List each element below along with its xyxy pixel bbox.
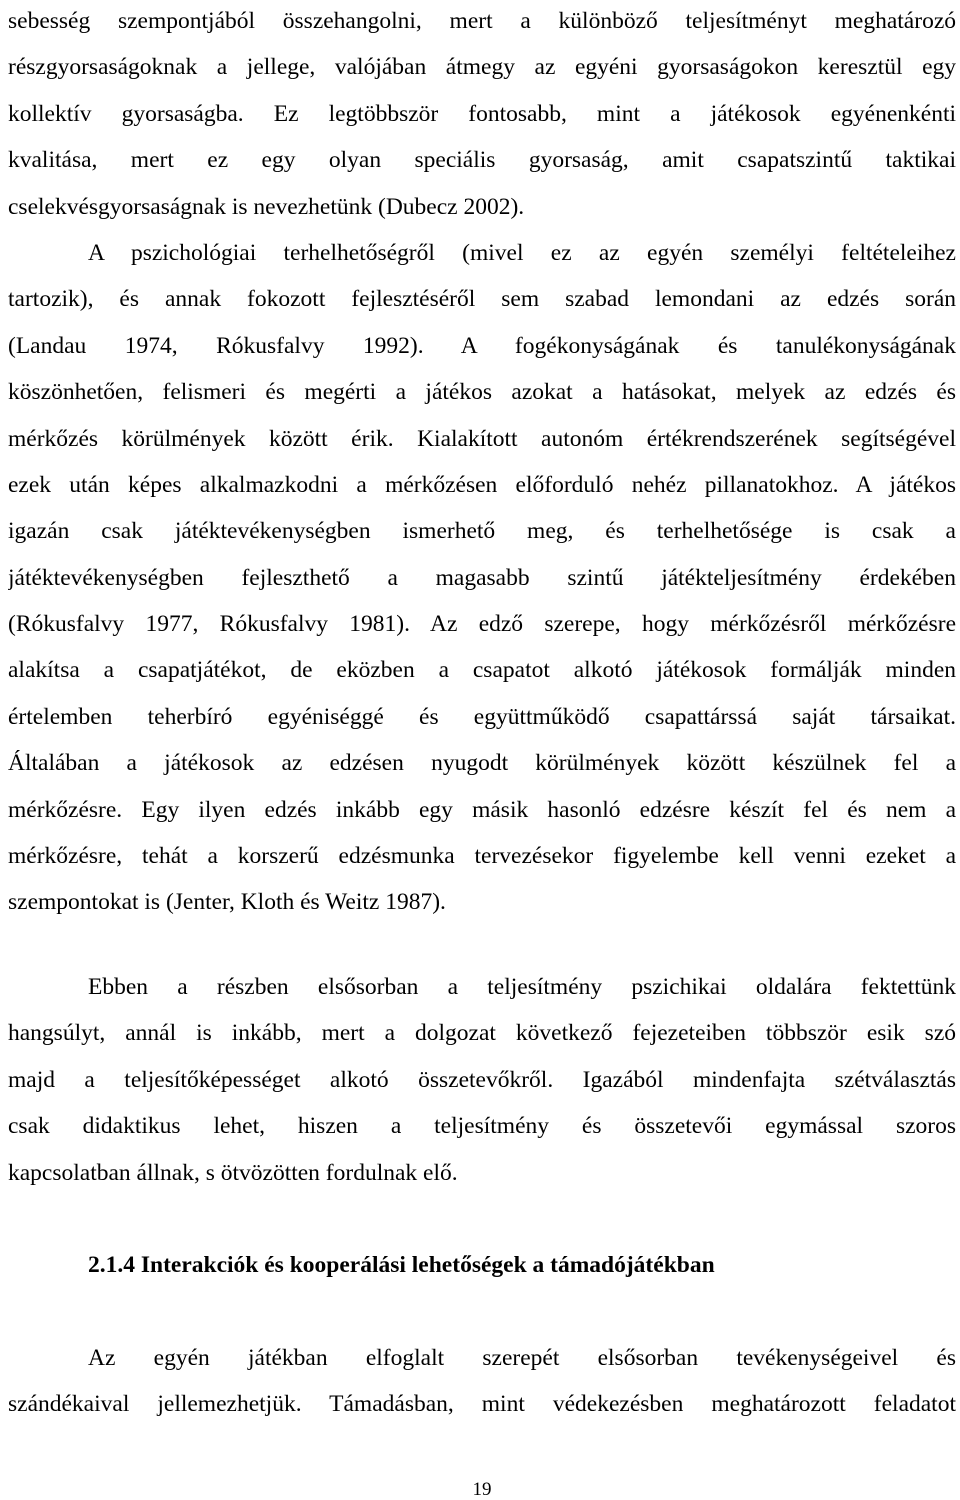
text-line: szempontokat is (Jenter, Kloth és Weitz 1987). — [8, 889, 446, 916]
text-line: mérkőzésre. Egy ilyen edzés inkább egy másik hasonló edzésre készít fel és nem a — [8, 796, 956, 823]
text-line: mérkőzés körülmények között érik. Kialakított autonóm értékrendszerének segítségével — [8, 425, 956, 452]
text-line: Az egyén játékban elfoglalt szerepét elsősorban tevékenységeivel és — [88, 1345, 956, 1371]
text-line: csak didaktikus lehet, hiszen a teljesítmény és összetevői egymással szoros — [8, 1113, 956, 1140]
text-line: szándékaival jellemezhetjük. Támadásban, mint védekezésben meghatározott feladatot — [8, 1391, 956, 1418]
text-line: hangsúlyt, annál is inkább, mert a dolgozat következő fejezeteiben többször esik szó — [8, 1020, 956, 1047]
text-line: köszönhetően, felismeri és megérti a játékos azokat a hatásokat, melyek az edzés és — [8, 379, 956, 406]
text-line: játéktevékenységben fejleszthető a magasabb szintű játékteljesítmény érdekében — [8, 564, 956, 591]
text-line: igazán csak játéktevékenységben ismerhető meg, és terhelhetősége is csak a — [8, 518, 956, 545]
text-line: ezek után képes alkalmazkodni a mérkőzésen előforduló nehéz pillanatokhoz. A játékos — [8, 471, 956, 498]
text-line: (Landau 1974, Rókusfalvy 1992). A fogékonyságának és tanulékonyságának — [8, 332, 956, 359]
text-line: majd a teljesítőképességet alkotó összetevőkről. Igazából mindenfajta szétválasztás — [8, 1066, 956, 1093]
text-line: kollektív gyorsaságba. Ez legtöbbször fontosabb, mint a játékosok egyénenkénti — [8, 100, 956, 127]
text-line: értelemben teherbíró egyéniséggé és együttműködő csapattárssá saját társaikat. — [8, 703, 956, 730]
text-line: részgyorsaságoknak a jellege, valójában átmegy az egyéni gyorsaságokon keresztül egy — [8, 54, 956, 81]
text-line: cselekvésgyorsaságnak is nevezhetünk (Dubecz 2002). — [8, 193, 525, 220]
text-line: sebesség szempontjából összehangolni, mert a különböző teljesítményt meghatározó — [8, 8, 956, 34]
text-line: Általában a játékosok az edzésen nyugodt körülmények között készülnek fel a — [8, 750, 956, 777]
text-line: tartozik), és annak fokozott fejlesztéséről sem szabad lemondani az edzés során — [8, 286, 956, 313]
text-line: A pszichológiai terhelhetőségről (mivel ez az egyén személyi feltételeihez — [88, 239, 956, 266]
text-line: kvalitása, mert ez egy olyan speciális gyorsaság, amit csapatszintű taktikai — [8, 147, 956, 174]
section-heading: 2.1.4 Interakciók és kooperálási lehetőségek a támadójátékban — [88, 1252, 715, 1278]
paragraph-bottom — [8, 1335, 956, 1428]
text-line: Ebben a részben elsősorban a teljesítmény pszichikai oldalára fektettünk — [88, 974, 956, 1000]
text-line: (Rókusfalvy 1977, Rókusfalvy 1981). Az edző szerepe, hogy mérkőzésről mérkőzésre — [8, 611, 956, 638]
text-line: mérkőzésre, tehát a korszerű edzésmunka tervezésekor figyelembe kell venni ezeket a — [8, 843, 956, 870]
paragraph-middle — [8, 964, 956, 1196]
page-number: 19 — [472, 1479, 492, 1500]
text-line: kapcsolatban állnak, s ötvözötten fordulnak elő. — [8, 1159, 458, 1186]
paragraph-top — [8, 0, 956, 926]
text-line: alakítsa a csapatjátékot, de eközben a csapatot alkotó játékosok formálják minden — [8, 657, 956, 684]
document-page — [8, 0, 956, 1500]
